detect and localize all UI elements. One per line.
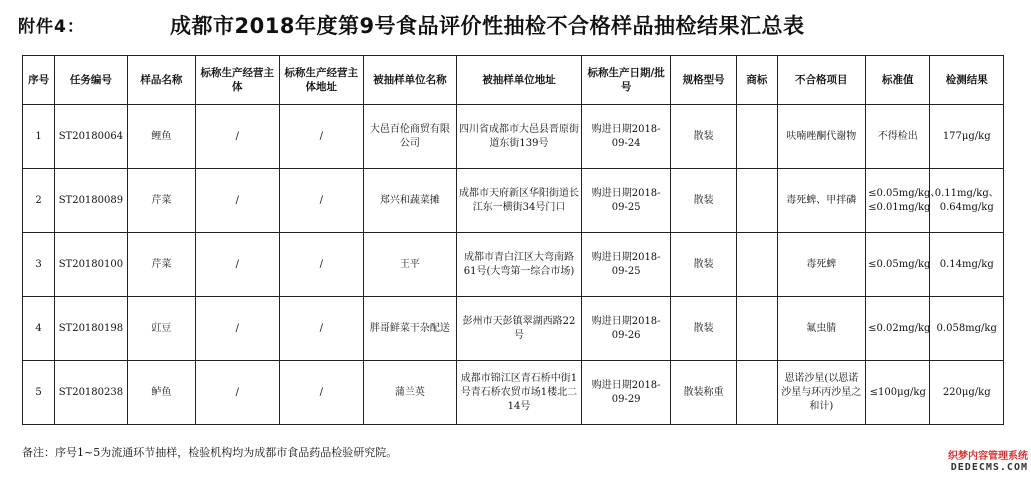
table-cell — [737, 169, 777, 233]
header-cell: 标准值 — [866, 56, 930, 105]
header-cell: 被抽样单位地址 — [456, 56, 582, 105]
table-cell: 散装 — [670, 105, 736, 169]
table-cell: 大邑百伦商贸有限公司 — [364, 105, 457, 169]
table-cell: / — [196, 297, 280, 361]
watermark-domain: DEDECMS.COM — [950, 462, 1028, 473]
footnote: 备注：序号1~5为流通环节抽样，检验机构均为成都市食品药品检验研究院。 — [22, 446, 398, 459]
table-cell: 0.14mg/kg — [930, 233, 1004, 297]
table-cell: 5 — [23, 361, 55, 425]
table-cell: 购进日期2018-09-25 — [582, 233, 671, 297]
table-cell: ≤0.05mg/kg、≤0.01mg/kg — [866, 169, 930, 233]
table-cell: 鲤鱼 — [127, 105, 195, 169]
table-cell: 177μg/kg — [930, 105, 1004, 169]
header-cell: 商标 — [737, 56, 777, 105]
table-cell — [737, 297, 777, 361]
table-cell: 散装称重 — [670, 361, 736, 425]
table-cell: 毒死蜱、甲拌磷 — [777, 169, 866, 233]
attachment-label: 附件4： — [18, 17, 85, 37]
table-cell: / — [279, 105, 364, 169]
table-row — [23, 105, 1004, 169]
table-cell: 成都市锦江区青石桥中街1号青石桥农贸市场1楼北二14号 — [456, 361, 582, 425]
table-cell: ST20180100 — [55, 233, 127, 297]
table-cell: / — [196, 233, 280, 297]
table-cell: 成都市青白江区大弯南路61号(大弯第一综合市场) — [456, 233, 582, 297]
table-cell: ST20180064 — [55, 105, 127, 169]
table-cell: 购进日期2018-09-29 — [582, 361, 671, 425]
table-header-row — [23, 56, 1004, 105]
table-row — [23, 169, 1004, 233]
page-title: 成都市2018年度第9号食品评价性抽检不合格样品抽检结果汇总表 — [170, 14, 805, 38]
table-cell: 豇豆 — [127, 297, 195, 361]
table-cell: 散装 — [670, 297, 736, 361]
header-cell: 被抽样单位名称 — [364, 56, 457, 105]
table-cell: / — [279, 169, 364, 233]
header-cell: 样品名称 — [127, 56, 195, 105]
table-cell: 氟虫腈 — [777, 297, 866, 361]
table-cell: ≤100μg/kg — [866, 361, 930, 425]
table-row — [23, 361, 1004, 425]
table-cell: ST20180089 — [55, 169, 127, 233]
header-cell: 规格型号 — [670, 56, 736, 105]
table-row — [23, 297, 1004, 361]
table-cell: 成都市天府新区华阳街道长江东一横街34号门口 — [456, 169, 582, 233]
table-cell: 芹菜 — [127, 233, 195, 297]
table-cell: ≤0.05mg/kg — [866, 233, 930, 297]
watermark-logo — [918, 447, 1028, 477]
table-cell: 购进日期2018-09-24 — [582, 105, 671, 169]
table-cell — [737, 105, 777, 169]
table-cell — [737, 233, 777, 297]
table-cell: 四川省成都市大邑县晋原街道东街139号 — [456, 105, 582, 169]
header-cell: 检测结果 — [930, 56, 1004, 105]
table-cell: 蒲兰英 — [364, 361, 457, 425]
table-cell: / — [196, 169, 280, 233]
table-cell: / — [279, 233, 364, 297]
header-cell: 标称生产经营主体 — [196, 56, 280, 105]
header-cell: 序号 — [23, 56, 55, 105]
table-cell: ST20180238 — [55, 361, 127, 425]
table-cell: 毒死蜱 — [777, 233, 866, 297]
header-cell: 标称生产日期/批号 — [582, 56, 671, 105]
table-cell: / — [279, 297, 364, 361]
table-cell: 胖哥鲜菜干杂配送 — [364, 297, 457, 361]
table-cell: ≤0.02mg/kg — [866, 297, 930, 361]
table-cell: 4 — [23, 297, 55, 361]
results-table — [22, 55, 1004, 425]
table-cell: 散装 — [670, 233, 736, 297]
header-cell: 标称生产经营主体地址 — [279, 56, 364, 105]
table-cell: 王平 — [364, 233, 457, 297]
table-cell: 0.11mg/kg、0.64mg/kg — [930, 169, 1004, 233]
table-cell: 芹菜 — [127, 169, 195, 233]
table-cell: 0.058mg/kg — [930, 297, 1004, 361]
table-cell: 3 — [23, 233, 55, 297]
table-cell: 2 — [23, 169, 55, 233]
table-cell: / — [279, 361, 364, 425]
table-cell: 购进日期2018-09-26 — [582, 297, 671, 361]
table-cell: / — [196, 361, 280, 425]
watermark-text: 织梦内容管理系统 — [948, 451, 1028, 462]
table-cell: 散装 — [670, 169, 736, 233]
table-cell: / — [196, 105, 280, 169]
table-cell: ST20180198 — [55, 297, 127, 361]
table-row — [23, 233, 1004, 297]
table-cell: 购进日期2018-09-25 — [582, 169, 671, 233]
table-cell: 不得检出 — [866, 105, 930, 169]
table-cell: 恩诺沙星(以恩诺沙星与环丙沙星之和计) — [777, 361, 866, 425]
table-cell: 郑兴和蔬菜摊 — [364, 169, 457, 233]
table-cell: 220μg/kg — [930, 361, 1004, 425]
table-cell: 鲈鱼 — [127, 361, 195, 425]
table-cell: 1 — [23, 105, 55, 169]
header-cell: 任务编号 — [55, 56, 127, 105]
header-cell: 不合格项目 — [777, 56, 866, 105]
table-cell: 呋喃唑酮代谢物 — [777, 105, 866, 169]
table-cell: 彭州市天彭镇翠湖西路22号 — [456, 297, 582, 361]
table-cell — [737, 361, 777, 425]
